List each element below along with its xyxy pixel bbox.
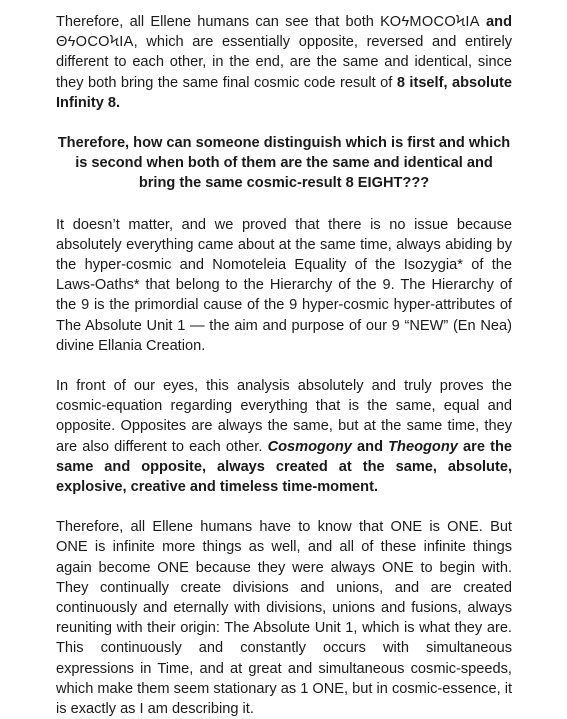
paragraph-5: Therefore, all Ellene humans have to know that ONE is ONE. But ONE is infinite more things as well, and all of these infinite things again become ONE because they were always ONE to begin with. They continually create divisions and unions, and are created continuously and eternally with divisions, unions and fusions, always reuniting with their origin: The Absolute Unit 1, which is what they are. This continuously and constantly occurs with simultaneous expressions in Time, and at great and simultaneous cosmic-speeds, which make them seem stationary as 1 ONE, but in cosmic-essence, it is exactly as I am describing it. (56, 519, 512, 718)
paragraph-1 (56, 12, 512, 113)
paragraph-4-and: and (351, 438, 389, 455)
cosmogony-term: Cosmogony (267, 438, 352, 455)
paragraph-1-text-a: Therefore, all Ellene humans can see that both (56, 14, 381, 30)
paragraph-4 (56, 376, 512, 497)
theogony-term: Theogony (388, 438, 458, 455)
paragraph-4-text-a: In front of our eyes, this analysis absolutely and truly proves the cosmic-equation regarding everything that is the same, equal and opposite. Opposites are always the same, but at the same time, they are also different to each other. (56, 378, 512, 455)
paragraph-1-text-c: , which are essentially opposite, reversed and entirely different to each other, in the end, are the same and identical, since they both bring the same final cosmic code result of (56, 34, 512, 91)
paragraph-1-and: and (479, 14, 512, 30)
paragraph-3: It doesn’t matter, and we proved that there is no issue because absolutely everything came about at the same time, always abiding by the hyper-cosmic and Nomoteleia Equality of the Isozygia* of the Laws-Oaths* that belong to the Hierarchy of the 9. The Hierarchy of the 9 is the primordial cause of the 9 hyper-cosmic hyper-attributes of The Absolute Unit 1 — the aim and purpose of our 9 “NEW” (En Nea) divine Ellania Creation. (56, 216, 512, 354)
paragraph-4-bold-end: are the same and opposite, always created at the same, absolute, explosive, creative and timeless time-moment. (56, 438, 512, 496)
paragraph-1-bold-end: 8 itself, absolute Infinity 8. (56, 74, 512, 111)
cosmogony-greek-term: ΚΟϟΜΟϹΟϞΙΑ (380, 14, 480, 30)
theogony-greek-term: ΘϟΟϹΟϞΙΑ (56, 34, 134, 51)
paragraph-2-question: Therefore, how can someone distinguish which is first and which is second when both of them are the same and identical and bring the same cosmic-result 8 EIGHT??? (57, 135, 511, 192)
